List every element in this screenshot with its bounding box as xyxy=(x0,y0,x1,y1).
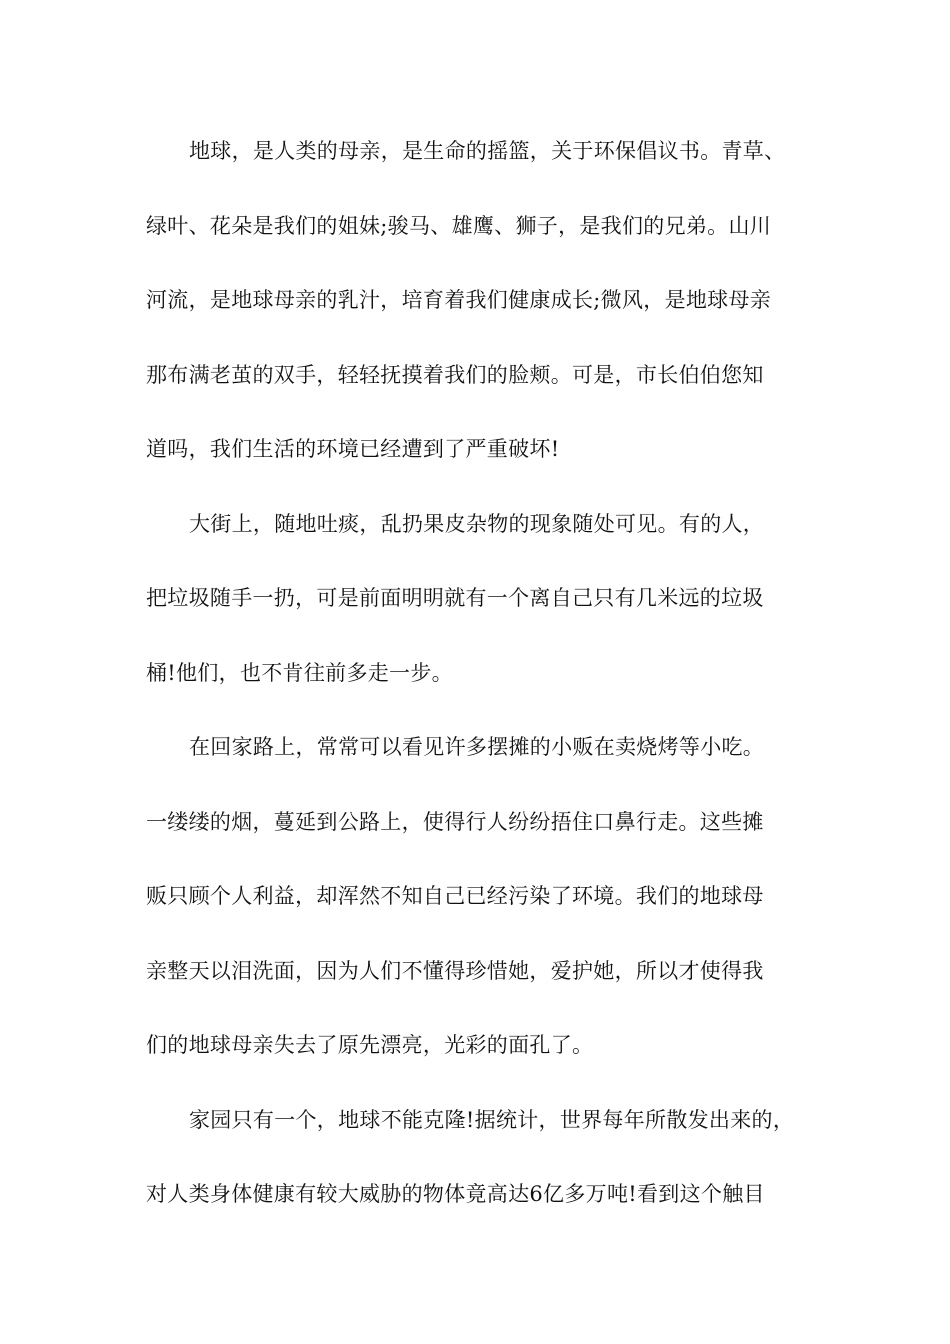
paragraph-4-line-2: 对人类身体健康有较大威胁的物体竟高达6亿多万吨!看到这个触目 xyxy=(146,1182,765,1206)
paragraph-3-line-3: 贩只顾个人利益，却浑然不知自己已经污染了环境。我们的地球母 xyxy=(146,884,764,908)
paragraph-2-line-3: 桶!他们，也不肯往前多走一步。 xyxy=(146,660,453,685)
paragraph-1-line-5: 道吗，我们生活的环境已经遭到了严重破坏! xyxy=(146,437,560,461)
paragraph-2-line-2: 把垃圾随手一扔，可是前面明明就有一个离自己只有几米远的垃圾 xyxy=(146,586,764,610)
paragraph-2-line-1: 大街上，随地吐痰，乱扔果皮杂物的现象随处可见。有的人， xyxy=(189,511,765,536)
body-text xyxy=(146,128,836,1246)
paragraph-4-line-1: 家园只有一个，地球不能克隆!据统计，世界每年所散发出来的， xyxy=(189,1107,795,1132)
paragraph-1-line-4: 那布满老茧的双手，轻轻抚摸着我们的脸颊。可是，市长伯伯您知 xyxy=(146,362,764,387)
paragraph-3-line-1: 在回家路上，常常可以看见许多摆摊的小贩在卖烧烤等小吃。 xyxy=(189,735,765,759)
paragraph-3-line-4: 亲整天以泪洗面，因为人们不懂得珍惜她，爱护她，所以才使得我 xyxy=(146,958,764,983)
paragraph-3-line-5: 们的地球母亲失去了原先漂亮，光彩的面孔了。 xyxy=(146,1033,594,1057)
paragraph-1-line-1: 地球，是人类的母亲，是生命的摇篮，关于环保倡议书。青草、 xyxy=(189,139,786,163)
paragraph-1-line-3: 河流，是地球母亲的乳汁，培育着我们健康成长;微风，是地球母亲 xyxy=(146,288,772,312)
paragraph-1-line-2: 绿叶、花朵是我们的姐妹;骏马、雄鹰、狮子，是我们的兄弟。山川 xyxy=(146,213,772,238)
paragraph-3-line-2: 一缕缕的烟，蔓延到公路上，使得行人纷纷捂住口鼻行走。这些摊 xyxy=(146,809,764,834)
